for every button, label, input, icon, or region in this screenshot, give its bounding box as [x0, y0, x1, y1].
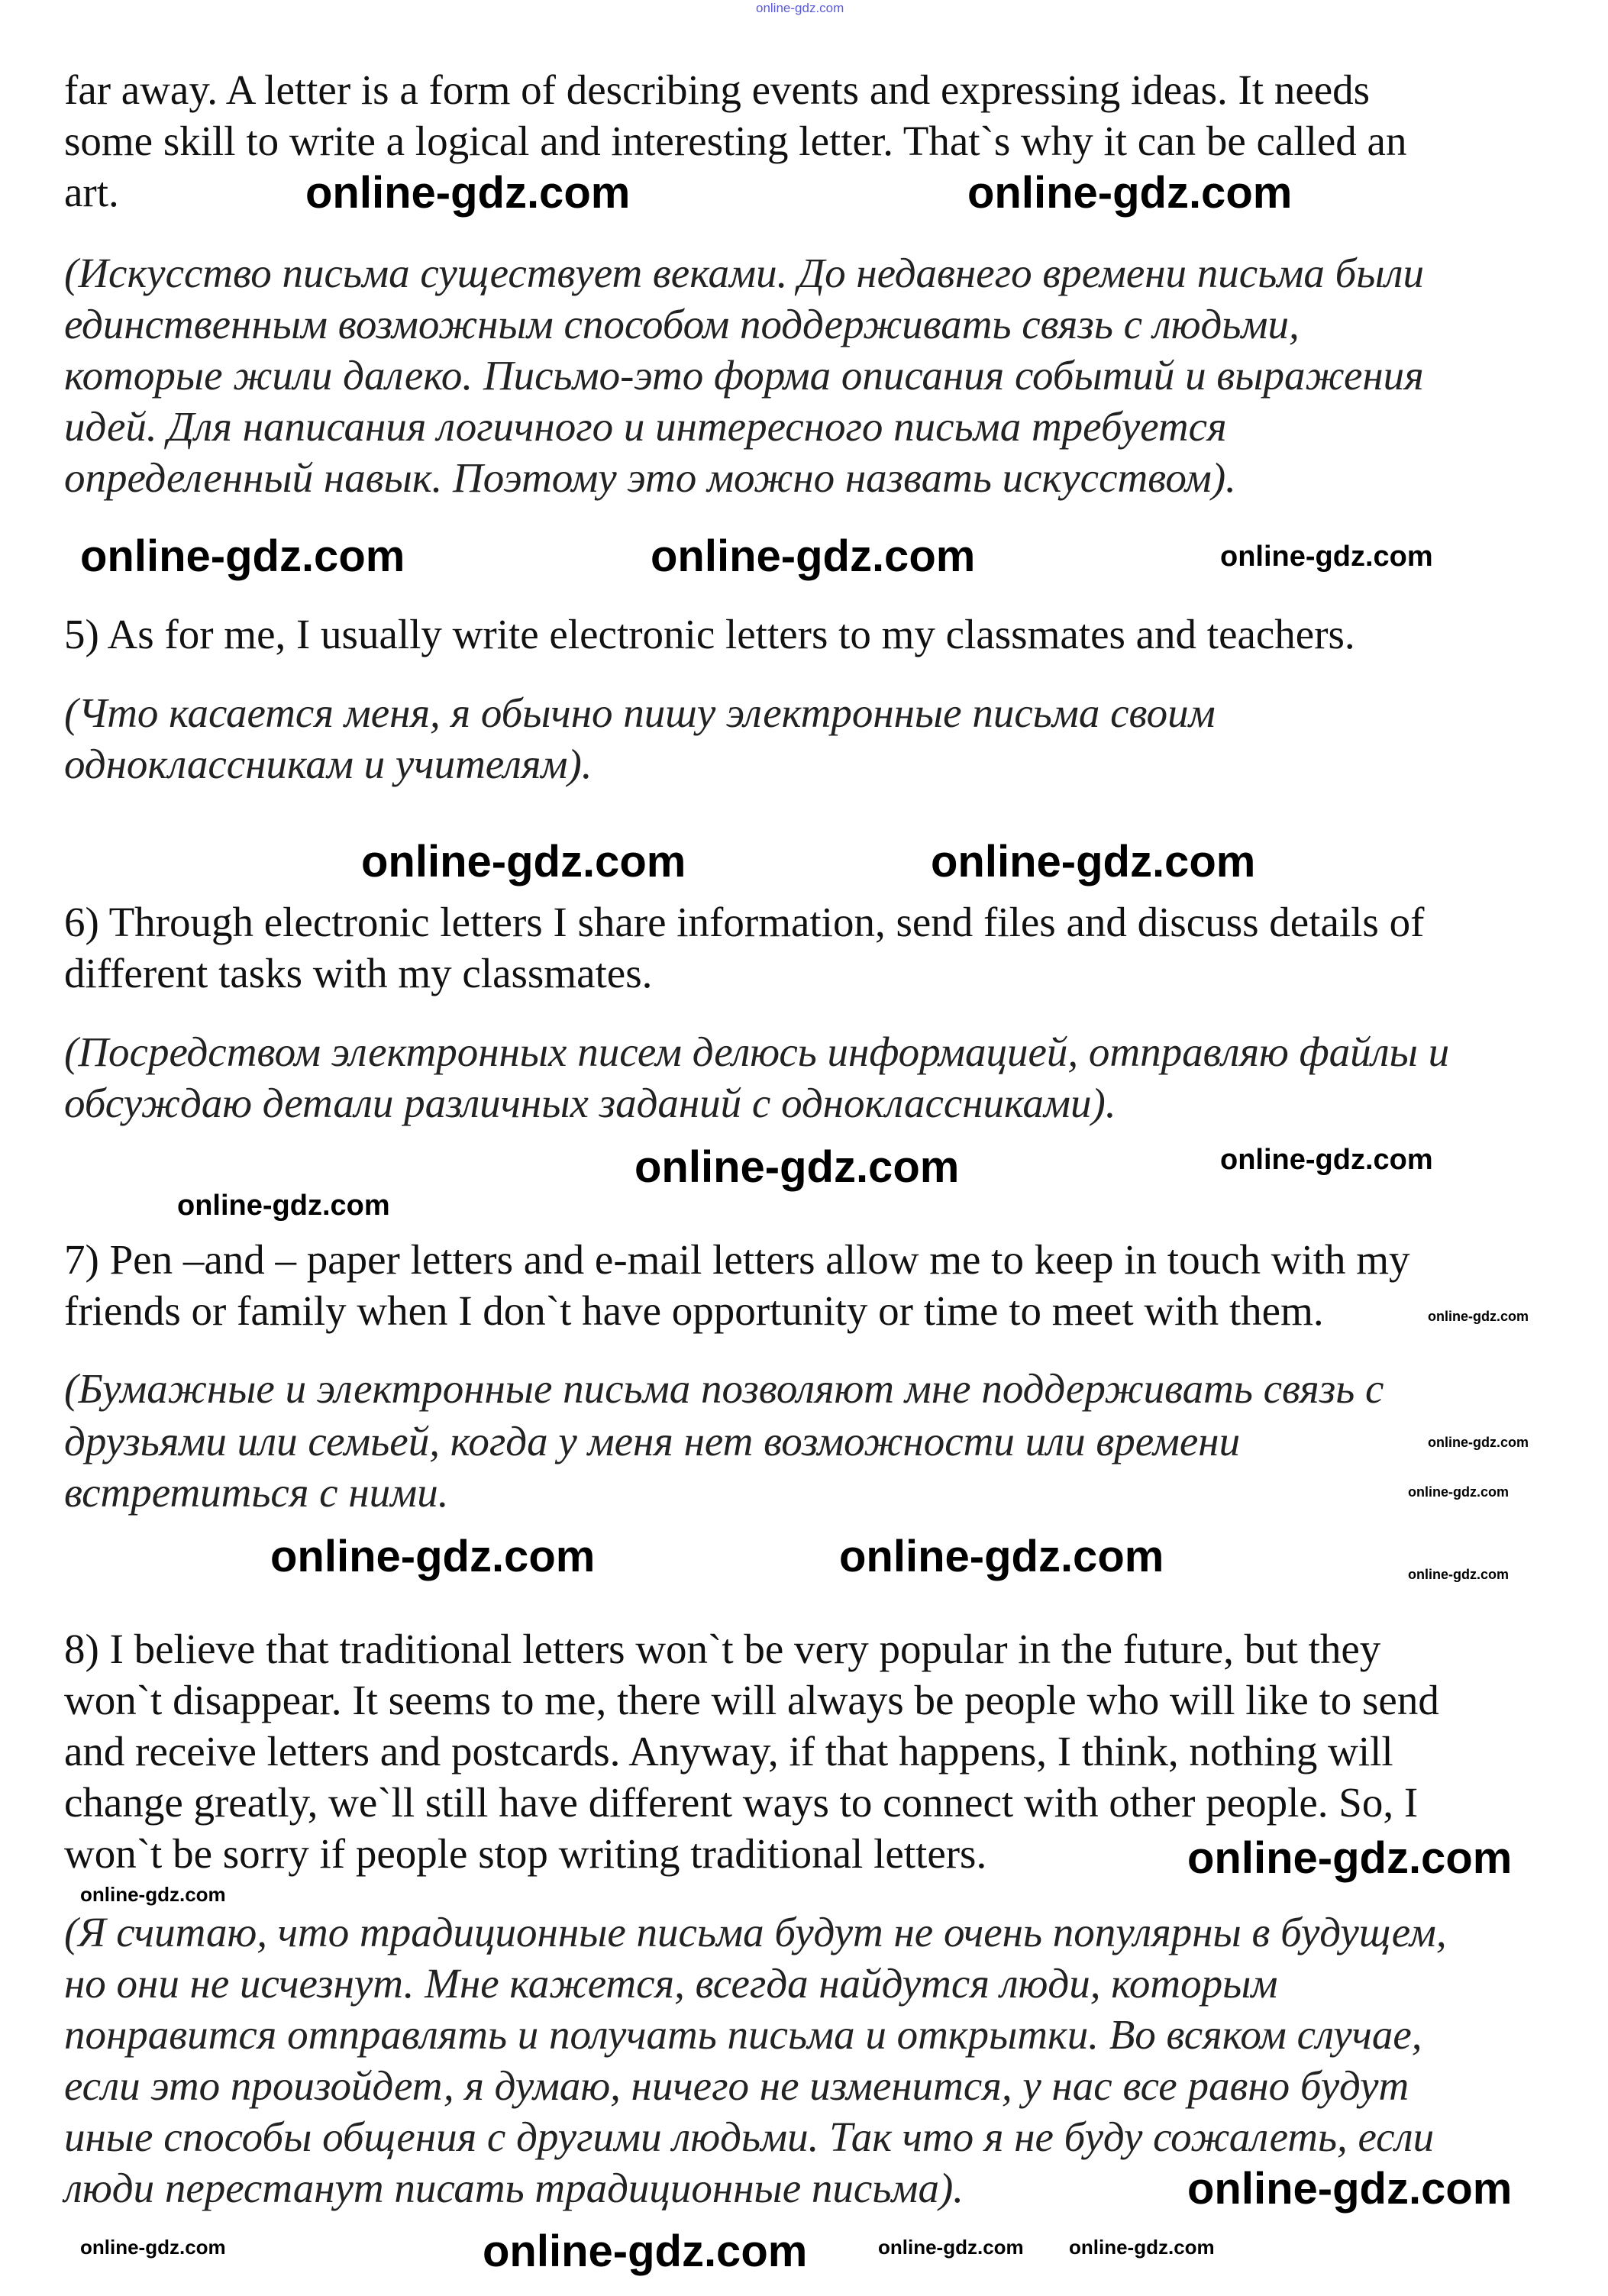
watermark: online-gdz.com [1408, 1567, 1509, 1582]
text-line: art. [64, 169, 119, 215]
translation-line: (Искусство письма существует веками. До недавнего времени письма были [64, 250, 1424, 296]
text-line: 6) Through electronic letters I share information, send files and discuss details of [64, 899, 1425, 945]
watermark: online-gdz.com [483, 2227, 808, 2276]
translation-line: иные способы общения с другими людьми. Так что я не буду сожалеть, если [64, 2114, 1435, 2160]
watermark: online-gdz.com [1187, 2164, 1513, 2214]
translation-line: встретиться с ними. [64, 1469, 449, 1516]
text-line: different tasks with my classmates. [64, 950, 653, 996]
text-line: some skill to write a logical and interesting letter. That`s why it can be called an [64, 118, 1407, 164]
watermark: online-gdz.com [931, 837, 1256, 886]
text-line: far away. A letter is a form of describing events and expressing ideas. It needs [64, 66, 1371, 113]
watermark: online-gdz.com [967, 168, 1293, 218]
watermark: online-gdz.com [270, 1532, 596, 1581]
text-line: 8) I believe that traditional letters won`t be very popular in the future, but they [64, 1626, 1381, 1672]
watermark: online-gdz.com [1428, 1435, 1529, 1450]
text-line: 7) Pen –and – paper letters and e-mail letters allow me to keep in touch with my [64, 1236, 1410, 1283]
translation-line: определенный навык. Поэтому это можно назвать искусством). [64, 454, 1236, 501]
watermark: online-gdz.com [1069, 2236, 1215, 2259]
translation-line: (Бумажные и электронные письма позволяют мне поддерживать связь с [64, 1365, 1384, 1412]
translation-line: но они не исчезнут. Мне кажется, всегда найдутся люди, которым [64, 1960, 1278, 2007]
translation-line: обсуждаю детали различных заданий с одноклассниками). [64, 1080, 1116, 1126]
watermark: online-gdz.com [80, 1883, 226, 1906]
watermark: online-gdz.com [651, 531, 976, 581]
translation-line: друзьями или семьей, когда у меня нет возможности или времени [64, 1418, 1241, 1464]
header-watermark: online-gdz.com [756, 1, 844, 15]
watermark: online-gdz.com [177, 1190, 390, 1222]
translation-line: (Я считаю, что традиционные письма будут не очень популярны в будущем, [64, 1909, 1447, 1955]
watermark: online-gdz.com [1408, 1484, 1509, 1500]
text-line: and receive letters and postcards. Anyway, if that happens, I think, nothing will [64, 1728, 1393, 1774]
translation-line: единственным возможным способом поддерживать связь с людьми, [64, 301, 1300, 347]
watermark: online-gdz.com [1220, 541, 1433, 573]
watermark: online-gdz.com [839, 1532, 1164, 1581]
text-line: change greatly, we`ll still have different ways to connect with other people. So, I [64, 1779, 1419, 1826]
watermark: online-gdz.com [878, 2236, 1024, 2259]
translation-line: понравится отправлять и получать письма и открытки. Во всяком случае, [64, 2011, 1422, 2058]
translation-line: одноклассникам и учителям). [64, 741, 593, 787]
translation-line: люди перестанут писать традиционные письма). [64, 2165, 964, 2211]
watermark: online-gdz.com [1220, 1144, 1433, 1176]
translation-line: (Что касается меня, я обычно пишу электронные письма своим [64, 689, 1216, 736]
watermark: online-gdz.com [361, 837, 686, 886]
watermark: online-gdz.com [305, 168, 631, 218]
text-line: won`t be sorry if people stop writing traditional letters. [64, 1830, 987, 1877]
translation-line: если это произойдет, я думаю, ничего не изменится, у нас все равно будут [64, 2062, 1409, 2109]
translation-line: которые жили далеко. Письмо-это форма описания событий и выражения [64, 352, 1424, 399]
watermark: online-gdz.com [1187, 1833, 1513, 1883]
text-line: friends or family when I don`t have opportunity or time to meet with them. [64, 1287, 1324, 1334]
watermark: online-gdz.com [1428, 1309, 1529, 1324]
translation-line: (Посредством электронных писем делюсь информацией, отправляю файлы и [64, 1029, 1450, 1075]
text-line: won`t disappear. It seems to me, there will always be people who will like to send [64, 1677, 1439, 1723]
watermark: online-gdz.com [80, 531, 405, 581]
watermark: online-gdz.com [80, 2236, 226, 2259]
watermark: online-gdz.com [634, 1142, 960, 1192]
text-line: 5) As for me, I usually write electronic letters to my classmates and teachers. [64, 611, 1355, 657]
translation-line: идей. Для написания логичного и интересного письма требуется [64, 403, 1227, 450]
